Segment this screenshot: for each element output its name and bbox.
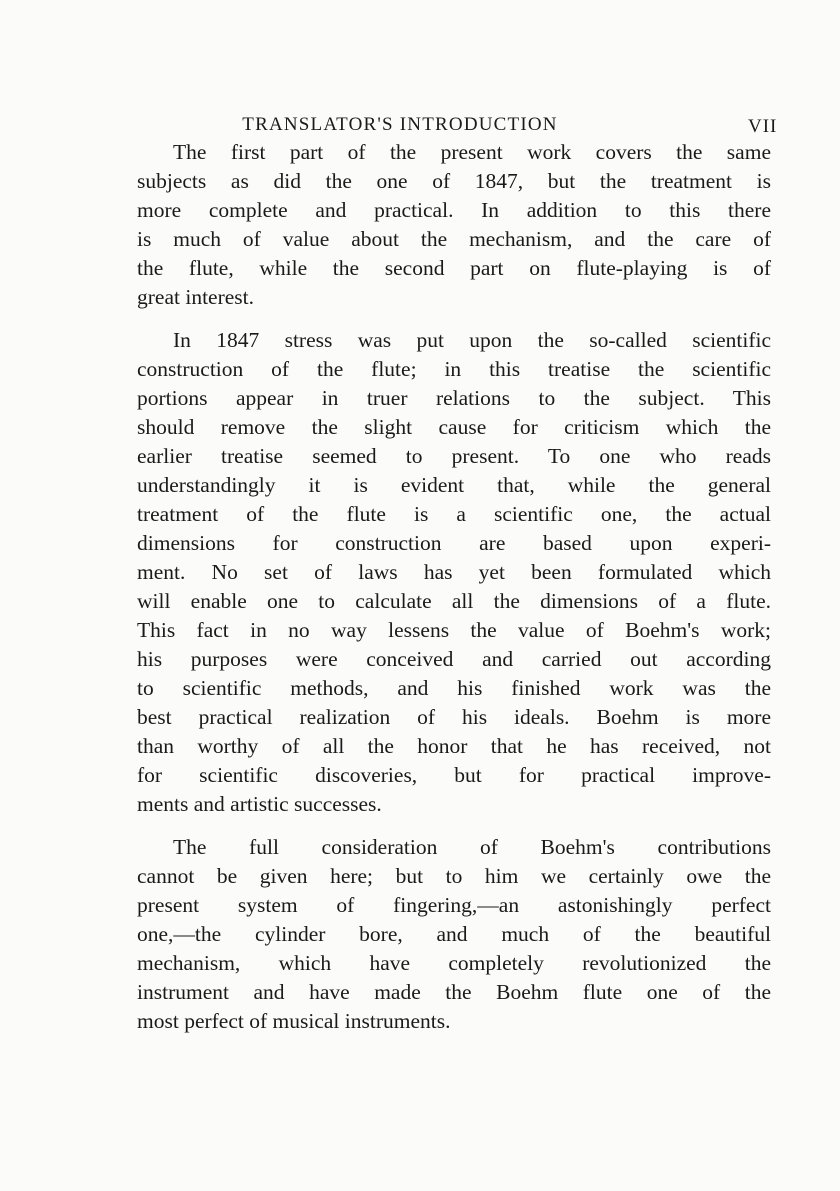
text-line: should remove the slight cause for criticism which the: [137, 415, 771, 439]
text-line: portions appear in truer relations to the subject. This: [137, 386, 771, 410]
text-line: great interest.: [137, 285, 255, 309]
text-line: The full consideration of Boehm's contributions: [173, 835, 771, 859]
text-line: one,—the cylinder bore, and much of the beautiful: [137, 922, 771, 946]
text-line: mechanism, which have completely revolutionized the: [137, 951, 771, 975]
header-title: TRANSLATOR'S INTRODUCTION: [242, 114, 558, 135]
text-line: dimensions for construction are based upon experi-: [137, 531, 771, 555]
text-line: more complete and practical. In addition to this there: [137, 198, 771, 222]
text-line: will enable one to calculate all the dimensions of a flute.: [137, 589, 771, 613]
text-line: to scientific methods, and his finished work was the: [137, 676, 771, 700]
text-line: construction of the flute; in this treatise the scientific: [137, 357, 771, 381]
paragraph: [137, 833, 771, 1036]
paragraph: [137, 326, 771, 819]
text-line: ment. No set of laws has yet been formulated which: [137, 560, 771, 584]
text-line: understandingly it is evident that, while the general: [137, 473, 771, 497]
text-line: earlier treatise seemed to present. To one who reads: [137, 444, 771, 468]
text-line: instrument and have made the Boehm flute one of the: [137, 980, 771, 1004]
text-line: than worthy of all the honor that he has received, not: [137, 734, 771, 758]
text-line: ments and artistic successes.: [137, 792, 382, 816]
text-line: most perfect of musical instruments.: [137, 1009, 451, 1033]
text-line: his purposes were conceived and carried out according: [137, 647, 771, 671]
text-line: the flute, while the second part on flute-playing is of: [137, 256, 771, 280]
page-number: VII: [748, 116, 778, 137]
text-line: In 1847 stress was put upon the so-called scientific: [173, 328, 771, 352]
text-line: cannot be given here; but to him we certainly owe the: [137, 864, 771, 888]
text-line: for scientific discoveries, but for practical improve-: [137, 763, 771, 787]
text-line: best practical realization of his ideals. Boehm is more: [137, 705, 771, 729]
text-line: This fact in no way lessens the value of Boehm's work;: [137, 618, 771, 642]
text-line: treatment of the flute is a scientific one, the actual: [137, 502, 771, 526]
text-line: is much of value about the mechanism, and the care of: [137, 227, 771, 251]
text-line: The first part of the present work covers the same: [173, 140, 771, 164]
text-line: present system of fingering,—an astonishingly perfect: [137, 893, 771, 917]
paragraph: [137, 138, 771, 312]
body-text: [137, 138, 771, 1036]
text-line: subjects as did the one of 1847, but the treatment is: [137, 169, 771, 193]
